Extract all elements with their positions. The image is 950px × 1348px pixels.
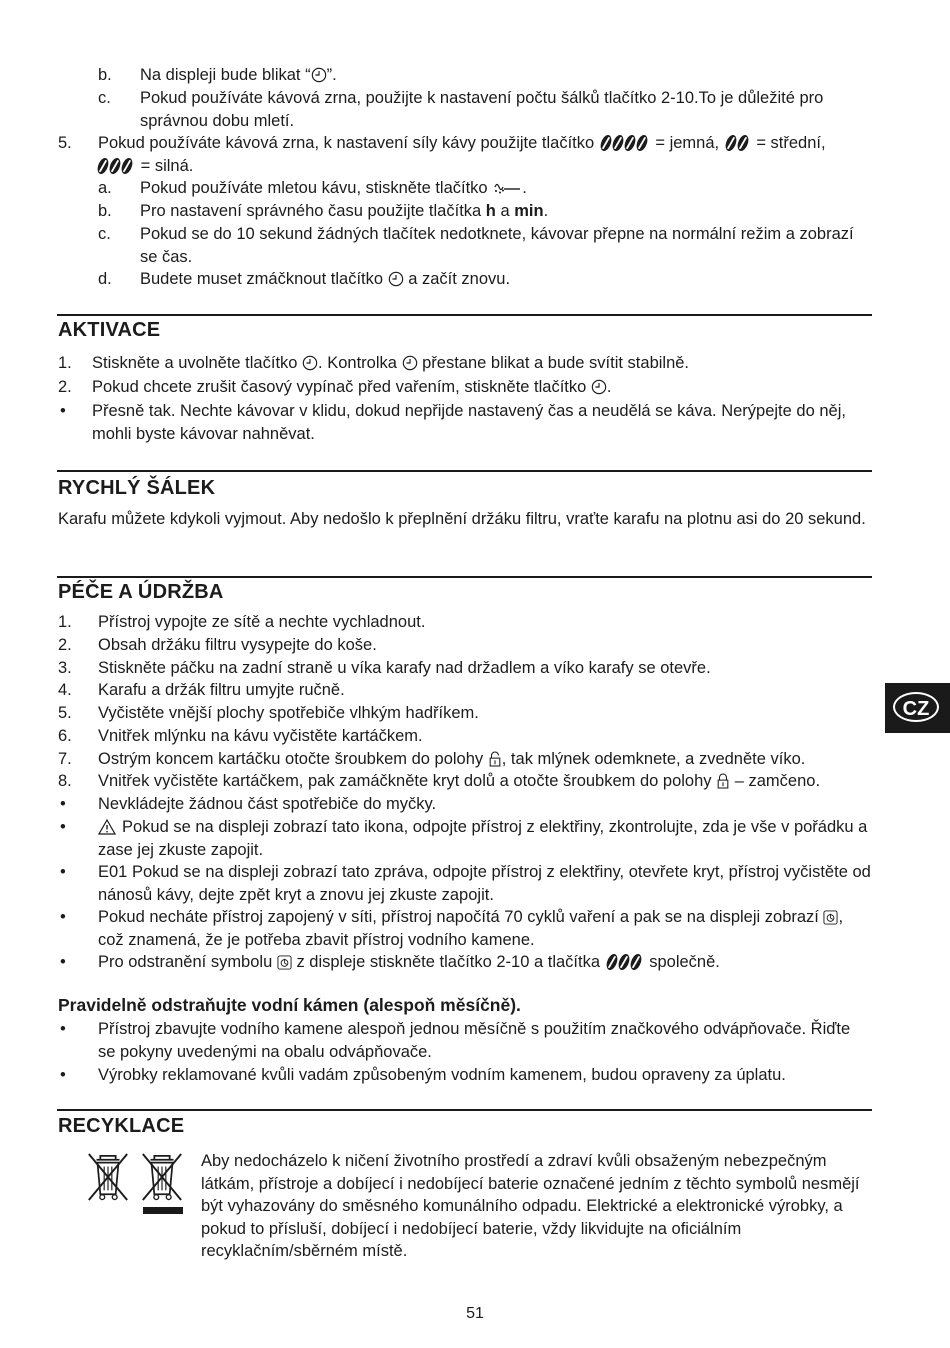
crossed-bin-icon [85, 1150, 131, 1204]
language-tab-label: CZ [893, 692, 939, 722]
section-paragraph: Karafu můžete kdykoli vyjmout. Aby nedošlo k přeplnění držáku filtru, vraťte karafu na plotnu asi do 20 sekund. [58, 510, 866, 528]
item-text: společně. [649, 953, 720, 971]
item-text: Pokud se na displeji zobrazí tato ikona, odpojte přístroj z elektřiny, zkontrolujte, zda je vše v pořádku a zase jej zkuste zapojit. [98, 818, 868, 859]
list-marker: 4. [58, 681, 72, 699]
section-title-pece: PÉČE A ÚDRŽBA [58, 581, 224, 603]
item-text: – zamčeno. [734, 772, 821, 790]
list-marker: • [60, 818, 66, 836]
clock-icon [302, 355, 318, 371]
list-marker: • [60, 863, 66, 881]
item-text: Pro nastavení správného času použijte tlačítka [140, 202, 486, 220]
list-marker: • [60, 1066, 66, 1084]
list-marker: 5. [58, 134, 72, 152]
item-text-bold: min [514, 202, 544, 220]
list-marker: c. [98, 89, 111, 107]
list-marker: • [60, 953, 66, 971]
item-text: Nevkládejte žádnou část spotřebiče do myčky. [98, 795, 437, 813]
list-marker: 2. [58, 378, 72, 396]
bean-icon [601, 132, 649, 155]
item-text: Stiskněte a uvolněte tlačítko [92, 354, 298, 372]
item-text: = jemná, [655, 134, 720, 152]
descale-icon [823, 910, 838, 925]
list-marker: b. [98, 66, 112, 84]
item-text: = silná. [140, 156, 194, 175]
clock-icon [311, 67, 327, 83]
section-divider [57, 576, 872, 578]
item-text: Pokud se do 10 sekund žádných tlačítek nedotknete, kávovar přepne na normální režim a zobrazí se čas. [140, 225, 854, 266]
clock-icon [388, 271, 404, 287]
section-paragraph: Aby nedocházelo k ničení životního prostředí a zdraví kvůli obsaženým nebezpečným látkám, přístroje a dobíjecí i nedobíjecí baterie označené jedním z těchto symbolů nesmějí být vyhazovány do směsného komunálního odpadu. Elektrické a elektronické výrobky, a pokud to přísluší, dobíjecí i nedobíjecí baterie, vždy likvidujte na oficiálním recyklačním/sběrném místě. [201, 1152, 860, 1261]
list-marker: b. [98, 202, 112, 220]
item-text: . [543, 202, 549, 220]
unlock-icon [488, 751, 502, 767]
list-marker: 3. [58, 659, 72, 677]
section-divider [57, 1109, 872, 1111]
descale-icon [277, 955, 292, 970]
list-marker: 1. [58, 613, 72, 631]
item-text: Karafu a držák filtru umyjte ručně. [98, 681, 345, 699]
item-text: Stiskněte páčku na zadní straně u víka karafy nad držadlem a víko karafy se otevře. [98, 659, 711, 677]
item-text: . [522, 179, 527, 197]
item-text: Budete muset zmáčknout tlačítko [140, 270, 384, 288]
list-marker: 6. [58, 727, 72, 745]
item-text: a začít znovu. [408, 270, 511, 288]
list-marker: 5. [58, 704, 72, 722]
ground-coffee-icon [492, 180, 522, 196]
list-marker: 1. [58, 354, 72, 372]
recycling-symbols [85, 1150, 189, 1220]
bean-icon [607, 951, 643, 974]
item-text: Pokud necháte přístroj zapojený v síti, přístroj napočítá 70 cyklů vaření a pak se na displeji zobrazí [98, 908, 819, 926]
section-title-rychly-salek: RYCHLÝ ŠÁLEK [58, 477, 216, 499]
list-marker: 7. [58, 750, 72, 768]
item-text: Ostrým koncem kartáčku otočte šroubkem do polohy [98, 750, 484, 768]
item-text: Přístroj vypojte ze sítě a nechte vychladnout. [98, 613, 426, 631]
list-marker: d. [98, 270, 112, 288]
item-text: Obsah držáku filtru vysypejte do koše. [98, 636, 377, 654]
item-text: E01 Pokud se na displeji zobrazí tato zpráva, odpojte přístroj z elektřiny, otevřete kryt, přístroj vyčistěte od nánosů kávy, dejte zpět kryt a znovu jej zkuste zapojit. [98, 863, 871, 904]
item-text: , tak mlýnek odemknete, a zvedněte víko. [501, 750, 806, 768]
item-text-bold: h [485, 202, 496, 220]
section-divider [57, 314, 872, 316]
clock-icon [591, 379, 607, 395]
item-text: Vyčistěte vnější plochy spotřebiče vlhkým hadříkem. [98, 704, 479, 722]
item-text: . Kontrolka [318, 354, 397, 372]
list-marker: 2. [58, 636, 72, 654]
page-number: 51 [466, 1305, 484, 1322]
item-text: . [606, 378, 612, 396]
list-marker: • [60, 908, 66, 926]
item-text: Pokud používáte mletou kávu, stiskněte tlačítko [140, 179, 488, 197]
subsection-title: Pravidelně odstraňujte vodní kámen (alespoň měsíčně). [58, 995, 521, 1015]
item-text: z displeje stiskněte tlačítko 2-10 a tlačítka [296, 953, 601, 971]
language-tab [885, 683, 950, 733]
item-text [92, 400, 872, 445]
list-marker: a. [98, 179, 112, 197]
item-text: Přístroj zbavujte vodního kamene alespoň jednou měsíčně s použitím značkového odvápňovače. Řiďte se pokyny uvedenými na obalu odvápňovače. [98, 1020, 851, 1061]
list-marker: 8. [58, 772, 72, 790]
section-title-aktivace: AKTIVACE [58, 319, 161, 341]
item-text: Pokud chcete zrušit časový vypínač před vařením, stiskněte tlačítko [92, 378, 587, 396]
item-text: Na displeji bude blikat “ [140, 66, 311, 84]
item-text: , což znamená, že je potřeba zbavit přístroj vodního kamene. [98, 908, 844, 949]
item-text: Výrobky reklamované kvůli vadám způsobeným vodním kamenem, budou opraveny za úplatu. [98, 1066, 786, 1084]
item-text: Pokud používáte kávová zrna, k nastavení síly kávy použijte tlačítko [98, 134, 595, 152]
item-text: Vnitřek mlýnku na kávu vyčistěte kartáčkem. [98, 727, 423, 745]
clock-icon [402, 355, 418, 371]
section-title-recyklace: RECYKLACE [58, 1115, 185, 1137]
item-text: Vnitřek vyčistěte kartáčkem, pak zamáčkněte kryt dolů a otočte šroubkem do polohy [98, 772, 712, 790]
warning-icon [98, 819, 116, 835]
lock-icon [716, 773, 730, 789]
item-text: ”. [326, 66, 337, 84]
bin-underline-bar [143, 1207, 183, 1214]
item-text: přestane blikat a bude svítit stabilně. [422, 354, 690, 372]
list-marker: • [60, 402, 66, 420]
item-text: Pokud používáte kávová zrna, použijte k nastavení počtu šálků tlačítko 2-10.To je důležité pro správnou dobu mletí. [140, 89, 824, 130]
section-divider [57, 470, 872, 472]
list-marker: • [60, 795, 66, 813]
item-text: Pro odstranění symbolu [98, 953, 273, 971]
list-marker: • [60, 1020, 66, 1038]
item-text: a [495, 202, 515, 220]
item-text: Přesně tak. Nechte kávovar v klidu, dokud nepřijde nastavený čas a neudělá se káva. Nerýpejte do něj, mohli byste kávovar nahněvat. [92, 402, 846, 443]
item-text: = střední, [756, 134, 826, 152]
bean-icon [98, 155, 134, 178]
crossed-bin-icon [139, 1150, 185, 1204]
list-marker: c. [98, 225, 111, 243]
bean-icon [726, 132, 750, 155]
